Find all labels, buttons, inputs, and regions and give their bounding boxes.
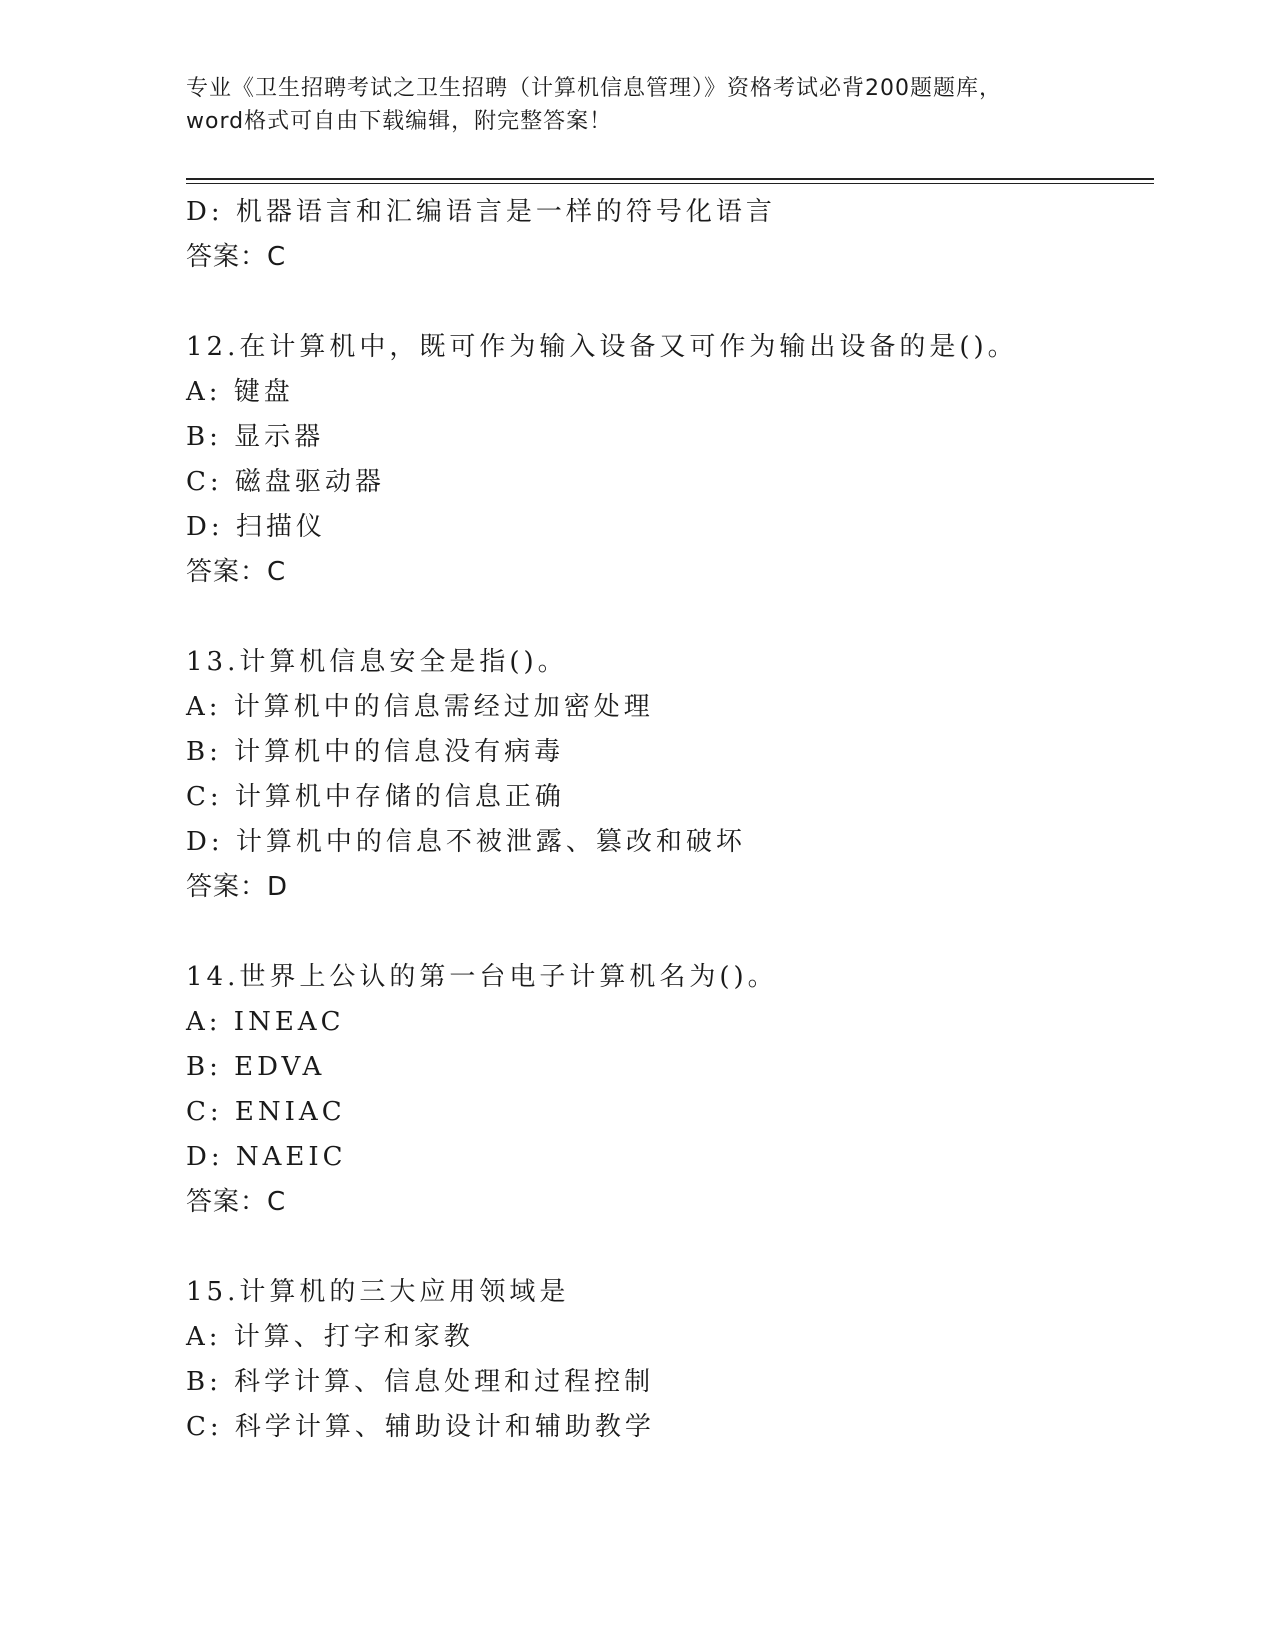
- question-block-15: [186, 1270, 1154, 1450]
- document-header: [186, 72, 1086, 138]
- option-c: C: 计算机中存储的信息正确: [186, 782, 565, 812]
- option-d: D: 扫描仪: [186, 512, 326, 542]
- option-d: D: NAEIC: [186, 1142, 347, 1172]
- option-b: B: 科学计算、信息处理和过程控制: [186, 1367, 655, 1397]
- header-divider: [186, 178, 1154, 184]
- question-text: 13.计算机信息安全是指()。: [186, 647, 568, 677]
- option-a: A: 计算、打字和家教: [186, 1322, 474, 1352]
- answer: 答案：C: [186, 1187, 287, 1217]
- prev-option-d: D: 机器语言和汇编语言是一样的符号化语言: [186, 197, 776, 227]
- question-list: [186, 190, 1154, 1450]
- question-block-14: [186, 955, 1154, 1225]
- answer: 答案：D: [186, 872, 289, 902]
- option-a: A: INEAC: [186, 1007, 345, 1037]
- option-b: B: EDVA: [186, 1052, 326, 1082]
- question-block-13: [186, 640, 1154, 910]
- prev-answer: 答案：C: [186, 242, 287, 272]
- header-title-line-1: 专业《卫生招聘考试之卫生招聘（计算机信息管理）》资格考试必背200题题库，: [186, 76, 1002, 101]
- question-block-12: [186, 325, 1154, 595]
- question-text: 14.世界上公认的第一台电子计算机名为()。: [186, 962, 778, 992]
- question-text: 15.计算机的三大应用领域是: [186, 1277, 570, 1307]
- option-a: A: 计算机中的信息需经过加密处理: [186, 692, 654, 722]
- option-d: D: 计算机中的信息不被泄露、篡改和破坏: [186, 827, 746, 857]
- spacer: [186, 280, 1154, 325]
- question-text: 12.在计算机中，既可作为输入设备又可作为输出设备的是()。: [186, 332, 1018, 362]
- option-b: B: 显示器: [186, 422, 325, 452]
- option-b: B: 计算机中的信息没有病毒: [186, 737, 565, 767]
- option-c: C: ENIAC: [186, 1097, 346, 1127]
- spacer: [186, 595, 1154, 640]
- spacer: [186, 1225, 1154, 1270]
- answer: 答案：C: [186, 557, 287, 587]
- header-title-line-2: word格式可自由下载编辑，附完整答案！: [186, 109, 613, 134]
- spacer: [186, 910, 1154, 955]
- option-c: C: 科学计算、辅助设计和辅助教学: [186, 1412, 655, 1442]
- option-a: A: 键盘: [186, 377, 294, 407]
- option-c: C: 磁盘驱动器: [186, 467, 385, 497]
